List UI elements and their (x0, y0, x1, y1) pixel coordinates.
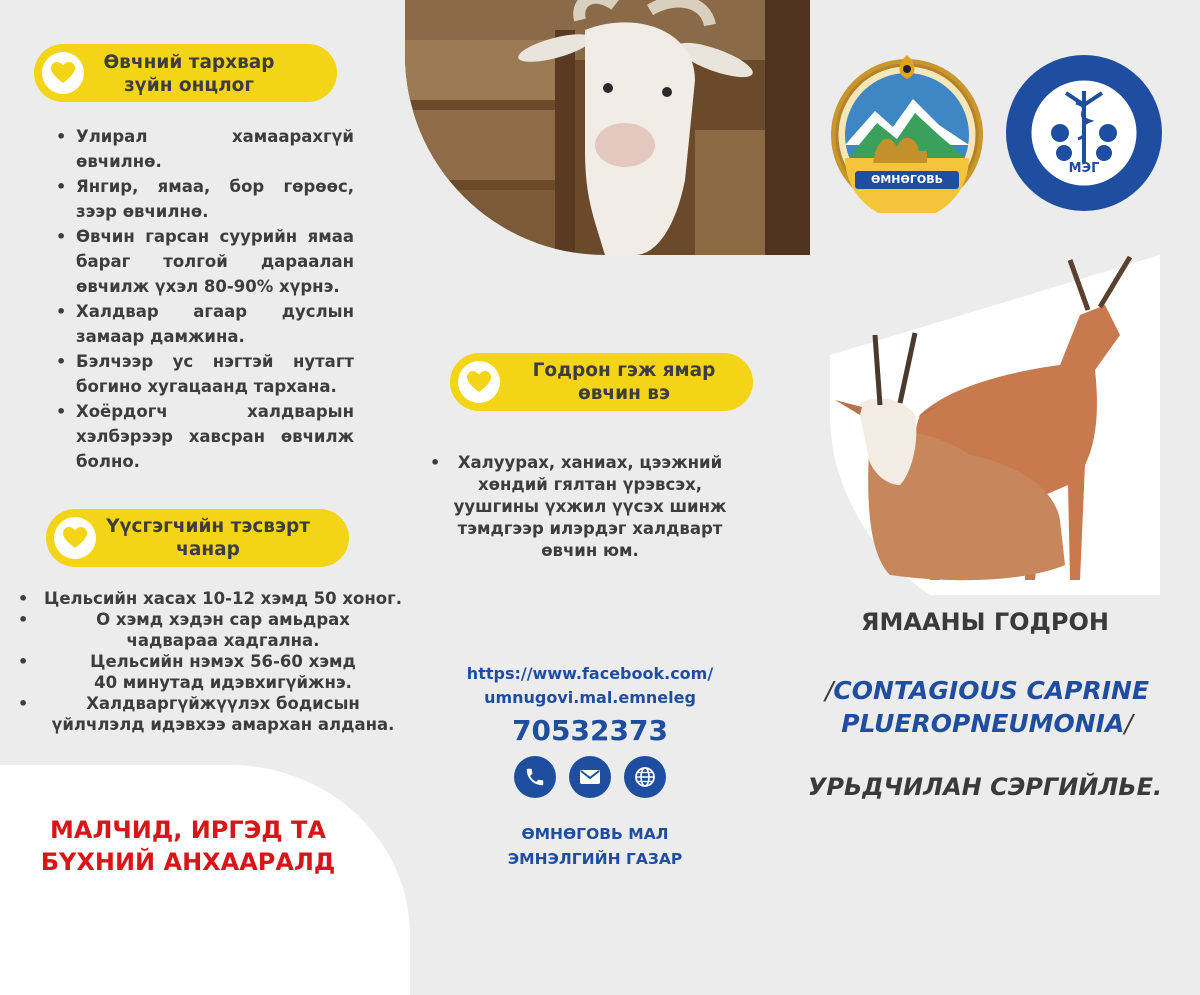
mail-icon[interactable] (569, 756, 611, 798)
list-item: • Улирал хамаарахгүй өвчилнө. (76, 124, 354, 174)
gazelle-illustration (830, 255, 1160, 595)
heart-icon (458, 361, 500, 403)
globe-icon[interactable] (624, 756, 666, 798)
headline-title: ЯМААНЫ ГОДРОН (861, 608, 1109, 636)
veterinary-department-logo (1004, 53, 1164, 213)
latin-disease-name: /CONTAGIOUS CAPRINE PLUEROPNEUMONIA/ (824, 676, 1150, 738)
section3-title: Годрон гэж ямар өвчин вэ (532, 360, 716, 404)
list-item: • Халдвар агаар дуслын замаар дамжина. (76, 299, 354, 349)
list-item: • О хэмд хэдэн сар амьдрах чадвараа хадгална. (38, 609, 408, 651)
goat-photo (405, 0, 810, 255)
list-item: • Хоёрдогч халдварын хэлбэрээр хавсран өвчилж болно. (76, 399, 354, 474)
section1-header (34, 44, 337, 102)
umnugovi-logo-label: ӨМНӨГОВЬ (871, 173, 943, 186)
contact-icons (514, 756, 666, 798)
list-item: • Цельсийн хасах 10-12 хэмд 50 хоног. (38, 588, 408, 609)
list-item: • Бэлчээр ус нэгтэй нутагт богино хугацаанд тархана. (76, 349, 354, 399)
section1-title: Өвчний тархвар зүйн онцлог (103, 52, 275, 96)
section1-list (76, 124, 354, 474)
heart-icon (54, 517, 96, 559)
organization-name: ӨМНӨГОВЬ МАЛ ЭМНЭЛГИЙН ГАЗАР (507, 825, 683, 868)
tagline: УРЬДЧИЛАН СЭРГИЙЛЬЕ. (807, 773, 1163, 801)
facebook-link[interactable]: https://www.facebook.com/ umnugovi.mal.emneleg (466, 664, 714, 707)
phone-icon[interactable] (514, 756, 556, 798)
veterinary-logo-label: МЭГ (1068, 161, 1100, 176)
list-item: • Цельсийн нэмэх 56-60 хэмд 40 минутад идэвхигүйжнэ. (38, 651, 408, 693)
list-item: • Халуурах, ханиах, цээжний хөндий гялтан үрэвсэх, уушгины үхжил үүсэх шинж тэмдгээр илэрдэг халдварт өвчин юм. (450, 452, 730, 562)
umnugovi-logo (827, 53, 987, 213)
list-item: • Янгир, ямаа, бор гөрөөс, зээр өвчилнө. (76, 174, 354, 224)
list-item: • Халдваргүйжүүлэх бодисын үйлчлэлд идэвхээ амархан алдана. (38, 693, 408, 735)
section2-list (38, 588, 408, 735)
list-item: • Өвчин гарсан суурийн ямаа бараг толгой дараалан өвчилж үхэл 80-90% хүрнэ. (76, 224, 354, 299)
section3-list (450, 452, 730, 562)
warning-panel (0, 765, 410, 995)
section2-title: Үүсгэгчийн тэсвэрт чанар (106, 516, 310, 560)
heart-icon (42, 52, 84, 94)
section3-header (450, 353, 753, 411)
phone-number[interactable]: 70532373 (512, 714, 668, 747)
section2-header (46, 509, 349, 567)
warning-text: МАЛЧИД, ИРГЭД ТА БҮХНИЙ АНХААРАЛД (40, 816, 336, 876)
